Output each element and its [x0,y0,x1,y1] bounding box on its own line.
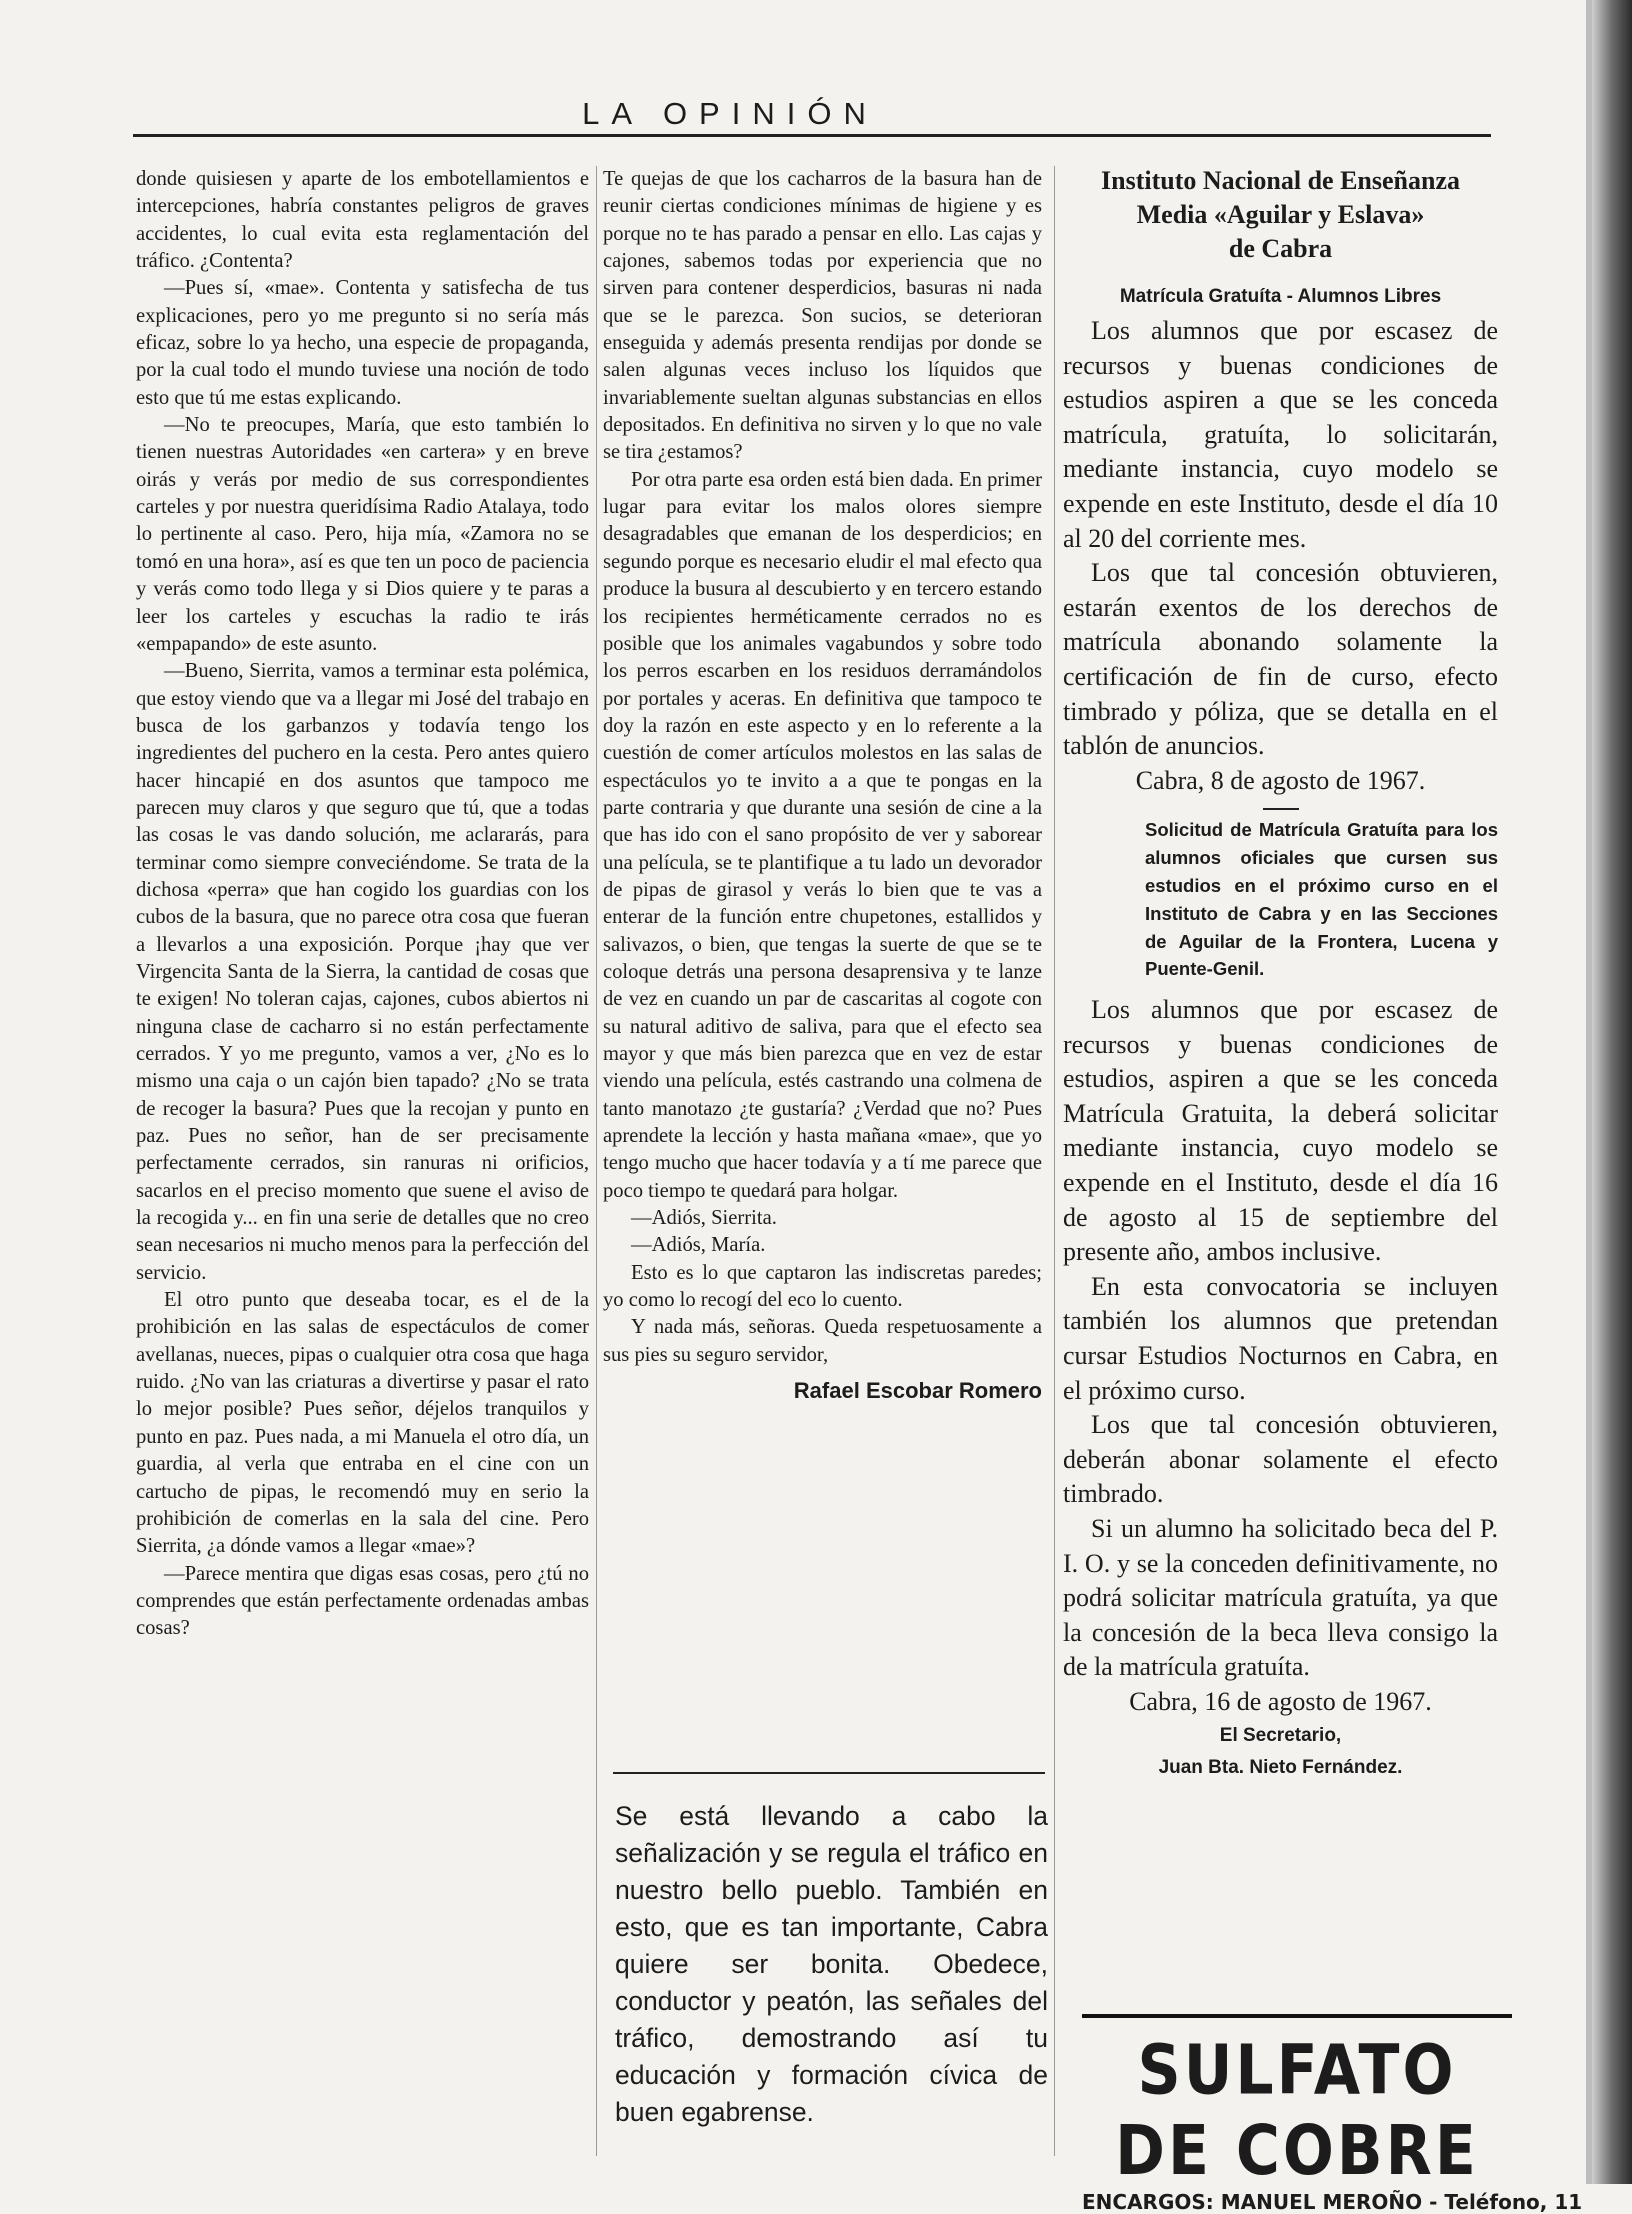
title-line: Media «Aguilar y Eslava» [1136,200,1425,229]
column-institute-notice [1063,164,1498,1784]
masthead-rule [133,134,1491,137]
paragraph: Te quejas de que los cacharros de la basura han de reunir ciertas condiciones mínimas de higiene y es porque no te has parado a pensar en ello. Las cajas y cajones, sabemos todas por experiencia que no sirven para contener desperdicios, basuras ni nada que se le parezca. Son sucios, se deterioran enseguida y además presenta rendijas por donde se salen algunas veces incluso los líquidos que invariablemente sueltan algunas substancias en ellos depositados. En definitiva no sirven y lo que no vale se tira ¿estamos? [603,168,1042,464]
advertisement [1082,2014,1583,2214]
notice-body-2 [1063,993,1498,1685]
paragraph: —No te preocupes, María, que esto también lo tienen nuestras Autoridades «en cartera» y en breve oirás y verás por medio de sus correspondientes carteles y por nuestra queridísima Radio Atalaya, todo lo pertinente al caso. Pero, hija mía, «Zamora no se tomó en una hora», así es que ten un poco de paciencia y verás como todo llega y si Dios quiere y te paras a leer los carteles y escuchas la radio te irás «empapando» de este asunto. [136,414,589,655]
paragraph: Los que tal concesión obtuvieren, deberán abonar solamente el efecto timbrado. [1063,1410,1498,1509]
section-subtitle: Matrícula Gratuíta - Alumnos Libres [1119,286,1442,307]
title-line: Instituto Nacional de Enseñanza [1101,166,1460,195]
paragraph: Los alumnos que por escasez de recursos y buenas condiciones de estudios aspiren a que se les conceda matrícula, gratuíta, lo solicitarán, mediante instancia, cuyo modelo se expende en este Instituto, desde el día 10 al 20 del corriente mes. [1063,316,1498,553]
page-edge [1592,0,1632,2184]
paragraph: —Parece mentira que digas esas cosas, pero ¿tú no comprendes que están perfectamente ordenadas ambas cosas? [136,1562,589,1640]
notice-body-1 [1063,314,1498,764]
dateline-2: Cabra, 16 de agosto de 1967. [1129,1686,1432,1716]
paragraph: —Adiós, María. [631,1234,766,1257]
paragraph: Los que tal concesión obtuvieren, estarán exentos de los derechos de matrícula abonando solamente la certificación de fin de curso, efecto timbrado y póliza, que se detalla en el tablón de anuncios. [1063,558,1498,761]
column-dialogue-left [136,166,589,1643]
column-dialogue-middle [603,166,1042,1404]
ad-product: SULFATO DE COBRE [1115,2030,1479,2191]
paragraph: Los alumnos que por escasez de recursos y buenas condiciones de estudios, aspiren a que se les conceda Matrícula Gratuita, la deberá solicitar mediante instancia, cuyo modelo se expende en el Instituto, desde el día 16 de agosto al 15 de septiembre del presente año, ambos inclusive. [1063,995,1498,1267]
section-divider [1263,808,1299,810]
section-heading: Solicitud de Matrícula Gratuíta para los alumnos oficiales que cursen sus estudios en el próximo curso en el Instituto de Cabra y en las Secciones de Aguilar de la Frontera, Lucena y Puente-Genil. [1145,819,1498,980]
paragraph: Si un alumno ha solicitado beca del P. I. O. y se la conceden definitivamente, no podrá solicitar matrícula gratuíta, ya que la concesión de la beca lleva consigo la de la matrícula gratuíta. [1063,1514,1498,1682]
paragraph: Por otra parte esa orden está bien dada. En primer lugar para evitar los malos olores siempre desagradables que emanan de los desperdicios; en segundo porque es necesario eludir el mal efecto qua produce la busura al descubierto y en tercero estando los recipientes herméticamente cerrados no es posible que los animales vagabundos y sobre todo los perros escarben en los residuos derramándolos por portales y aceras. En definitiva que tampoco te doy la razón en este aspecto y en lo referente a la cuestión de comer artículos molestos en las salas de espectáculos yo te invito a a que te pongas en la parte contraria y que durante una sesión de cine a la que has ido con el sano propósito de ver y saborear una película, se te plantifique a tu lado un devorador de pipas de girasol y verás lo bien que te vas a enterar de la función entre chupetones, estallidos y salivazos, o bien, que tengas la suerte de que se te coloque detrás una persona desaprensiva y te lanze de vez en cuando un par de cascaritas al cogote con su natural aditivo de saliva, para que el efecto sea mayor y que más bien parezca que en vez de estar viendo una película, estés castrando una colmena de tanto manotazo ¿te gustaría? ¿Verdad que no? Pues aprendete la lección y hasta mañana «mae», que yo tengo mucho que hacer todavía y a tí me parece que poco tiempo te quedará para holgar. [603,468,1042,1202]
institute-title [1063,164,1498,266]
paragraph: —Adiós, Sierrita. [631,1207,777,1230]
secretary-title: El Secretario, [1219,1724,1342,1746]
paragraph: —Bueno, Sierrita, vamos a terminar esta polémica, que estoy viendo que va a llegar mi José del trabajo en busca de los garbanzos y todavía tengo los ingredientes del puchero en la cesta. Pero antes quiero hacer hincapié en dos asuntos que tampoco me parecen muy claros y que seguro que tú, que a todas las cosas le vas dando solución, me aclararás, para terminar como siempre conveciéndome. Se trata de la dichosa «perra» que han cogido los guardias con los cubos de la basura, que no parece otra cosa que fueran a llevarlos a una exposición. Porque ¡hay que ver Virgencita Santa de la Sierra, la cantidad de cosas que te exigen! No toleran cajas, cajones, cubos abiertos ni ninguna clase de cacharro si no están perfectamente cerrados. Y yo me pregunto, vamos a ver, ¿No es lo mismo una caja o un cajón bien tapado? ¿No se trata de recoger la basura? Pues que la recojan y punto en paz. Pues no señor, han de ser precisamente perfectamente cerrados, sin ranuras ni orificios, sacarlos en el preciso momento que suene el aviso de la recogida y... en fin una serie de detalles que no creo sean necesarios ni mucho menos para la perfección del servicio. [136,660,589,1284]
traffic-notice: Se está llevando a cabo la señalización y se regula el tráfico en nuestro bello pueblo. También en esto, que es tan importante, Cabra quiere ser bonita. Obedece, conductor y peatón, las señales del tráfico, demostrando así tu educación y formación cívica de buen egabrense. [615,1801,1048,2127]
ad-contact: ENCARGOS: MANUEL MEROÑO - Teléfono, 11 [1082,2190,1583,2214]
column-divider-2 [1054,166,1055,2156]
paragraph: El otro punto que deseaba tocar, es el de la prohibición en las salas de espectáculos de comer avellanas, nueces, pipas o cualquier otra cosa que haga ruido. ¿No van las criaturas a divertirse y pasar el rato lo mejor posible? Pues señor, déjelos tranquilos y punto en paz. Pues nada, a mi Manuela el otro día, un guardia, al verla que entraba en el cine con un cartucho de pipas, le recomendó muy en serio la prohibición de comerlas en la sala del cine. Pero Sierrita, ¿a dónde vamos a llegar «mae»? [136,1289,589,1558]
paragraph: —Pues sí, «mae». Contenta y satisfecha de tus explicaciones, pero yo me pregunto si no sería más eficaz, sobre lo ya hecho, una especie de propaganda, por la cual todo el mundo tuviese una noción de todo esto que tú me estas explicando. [136,277,589,409]
paragraph: donde quisiesen y aparte de los embotellamientos e intercepciones, habría constantes peligros de graves accidentes, lo cual evita esta reglamentación del tráfico. ¿Contenta? [136,168,589,273]
notice-top-rule [613,1772,1045,1774]
dateline-1: Cabra, 8 de agosto de 1967. [1135,765,1426,795]
secretary-name: Juan Bta. Nieto Fernández. [1158,1756,1403,1778]
masthead: LA OPINIÓN [582,96,878,131]
title-line: de Cabra [1228,234,1333,263]
column-divider-1 [596,166,597,2156]
author-signature: Rafael Escobar Romero [793,1378,1042,1404]
paragraph: Y nada más, señoras. Queda respetuosamente a sus pies su seguro servidor, [603,1316,1042,1366]
paragraph: En esta convocatoria se incluyen también los alumnos que pretendan cursar Estudios Nocturnos en Cabra, en el próximo curso. [1063,1271,1498,1405]
paragraph: Esto es lo que captaron las indiscretas paredes; yo como lo recogí del eco lo cuento. [603,1261,1042,1312]
